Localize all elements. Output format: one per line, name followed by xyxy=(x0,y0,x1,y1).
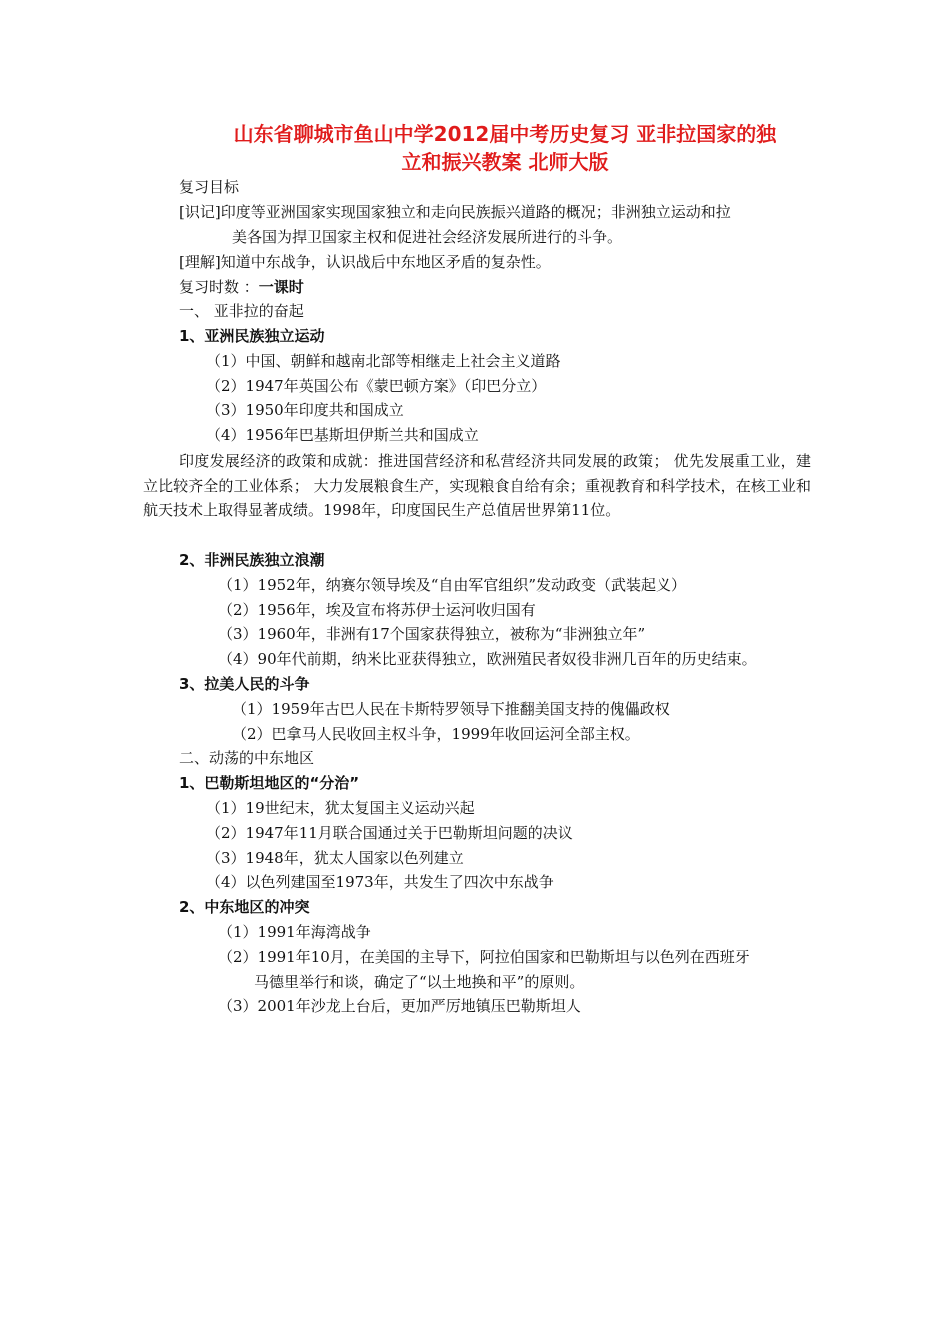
conflict-item: （3）2001年沙龙上台后，更加严厉地镇压巴勒斯坦人 xyxy=(218,997,581,1015)
palestine-item: （2）1947年11月联合国通过关于巴勒斯坦问题的决议 xyxy=(206,824,573,842)
conflict-item: （1）1991年海湾战争 xyxy=(218,923,371,941)
latin-item: （1）1959年古巴人民在卡斯特罗领导下推翻美国支持的傀儡政权 xyxy=(232,700,670,718)
palestine-item: （3）1948年，犹太人国家以色列建立 xyxy=(206,849,464,867)
asia-item: （3）1950年印度共和国成立 xyxy=(206,401,404,419)
goal-understand: [理解]知道中东战争，认识战后中东地区矛盾的复杂性。 xyxy=(179,253,551,271)
lesson-hours-value: 一课时 xyxy=(258,278,304,296)
part2-heading: 二、动荡的中东地区 xyxy=(179,749,315,767)
latin-item: （2）巴拿马人民收回主权斗争，1999年收回运河全部主权。 xyxy=(232,725,640,743)
africa-heading: 2、非洲民族独立浪潮 xyxy=(179,551,325,569)
africa-item: （2）1956年，埃及宣布将苏伊士运河收归国有 xyxy=(218,601,536,619)
part1-heading: 一、 亚非拉的奋起 xyxy=(179,302,304,320)
goal-remember-line-1: [识记]印度等亚洲国家实现国家独立和走向民族振兴道路的概况；非洲独立运动和拉 xyxy=(179,203,731,221)
conflict-item: （2）1991年10月，在美国的主导下，阿拉伯国家和巴勒斯坦与以色列在西班牙 xyxy=(218,948,750,966)
asia-heading: 1、亚洲民族独立运动 xyxy=(179,327,325,345)
goal-remember-line-2: 美各国为捍卫国家主权和促进社会经济发展所进行的斗争。 xyxy=(232,228,623,246)
india-paragraph: 印度发展经济的政策和成就：推进国营经济和私营经济共同发展的政策； 优先发展重工业，建立比较齐全的工业体系； 大力发展粮食生产，实现粮食自给有余；重视教育和科学技术，在核工业和航天技术上取得显著成绩。1998年，印度国民生产总值居世界第11位。 xyxy=(143,452,811,519)
asia-item: （2）1947年英国公布《蒙巴顿方案》（印巴分立） xyxy=(206,377,547,395)
goals-heading: 复习目标 xyxy=(179,178,240,196)
africa-item: （4）90年代前期，纳米比亚获得独立，欧洲殖民者奴役非洲几百年的历史结束。 xyxy=(218,650,757,668)
lesson-hours-label: 复习时数 ： xyxy=(179,278,259,296)
palestine-item: （4）以色列建国至1973年，共发生了四次中东战争 xyxy=(206,873,554,891)
lesson-hours xyxy=(179,276,304,298)
africa-item: （3）1960年，非洲有17个国家获得独立，被称为“非洲独立年” xyxy=(218,625,646,643)
conflict-item-continuation: 马德里举行和谈，确定了“以土地换和平”的原则。 xyxy=(254,973,585,991)
palestine-item: （1）19世纪末，犹太复国主义运动兴起 xyxy=(206,799,475,817)
conflict-heading: 2、中东地区的冲突 xyxy=(179,898,310,916)
asia-item: （4）1956年巴基斯坦伊斯兰共和国成立 xyxy=(206,426,479,444)
latin-heading: 3、拉美人民的斗争 xyxy=(179,675,310,693)
asia-item: （1）中国、朝鲜和越南北部等相继走上社会主义道路 xyxy=(206,352,561,370)
africa-item: （1）1952年，纳赛尔领导埃及“自由军官组织”发动政变（武装起义） xyxy=(218,576,687,594)
palestine-heading: 1、巴勒斯坦地区的“分治” xyxy=(179,774,360,792)
document-title-line-2: 立和振兴教案 北师大版 xyxy=(401,150,609,174)
document-title-line-1: 山东省聊城市鱼山中学2012届中考历史复习 亚非拉国家的独 xyxy=(233,122,777,146)
